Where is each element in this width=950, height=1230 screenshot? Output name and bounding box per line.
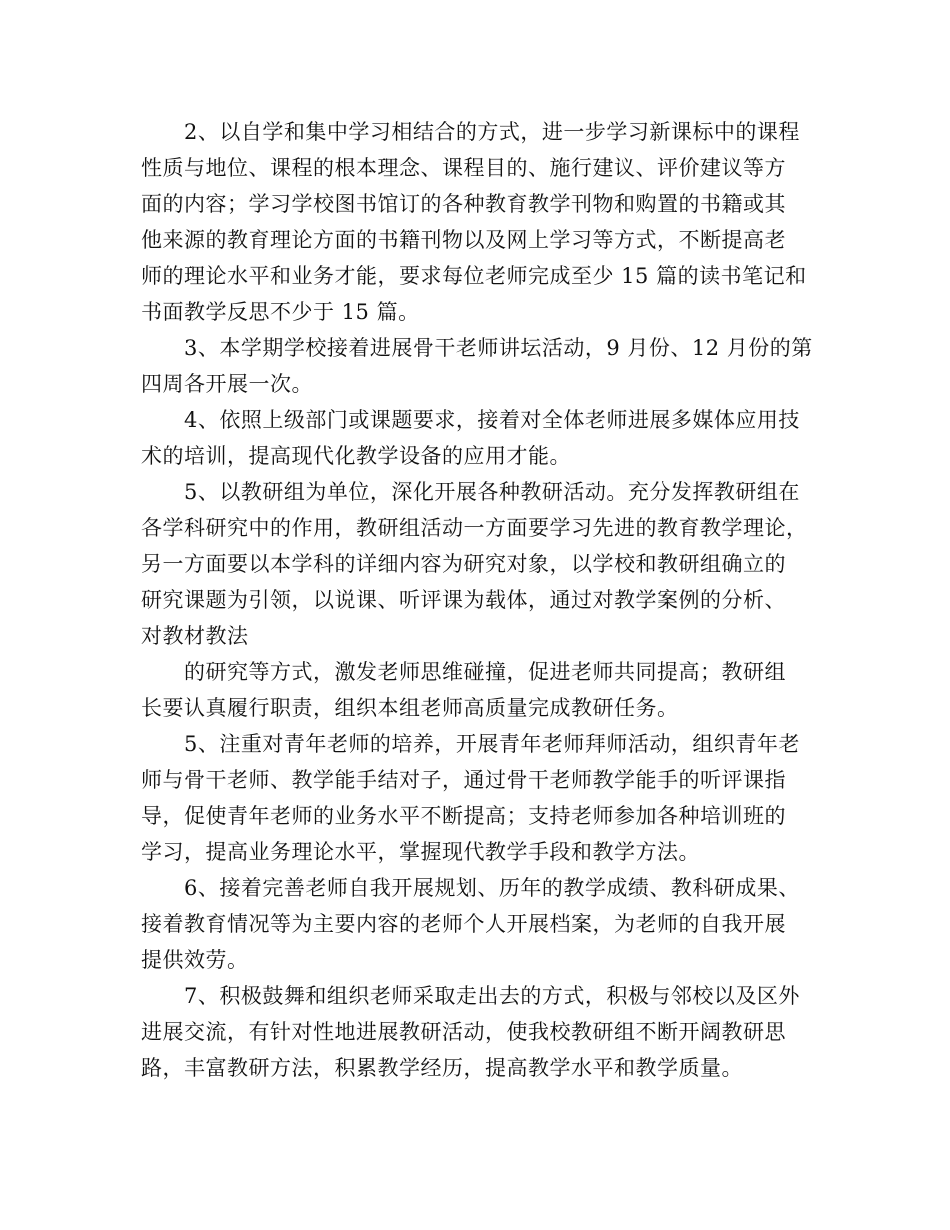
- paragraph-line: 书面教学反思不少于 15 篇。: [141, 300, 420, 324]
- paragraph-line: 5、注重对青年老师的培养，开展青年老师拜师活动，组织青年老: [184, 732, 800, 756]
- paragraph-line: 性质与地位、课程的根本理念、课程目的、施行建议、评价建议等方: [141, 156, 786, 180]
- paragraph-line: 6、接着完善老师自我开展规划、历年的教学成绩、教科研成果、: [184, 876, 800, 900]
- paragraph-line: 路，丰富教研方法，积累教学经历，提高教学水平和教学质量。: [141, 1056, 743, 1080]
- paragraph-line: 面的内容；学习学校图书馆订的各种教育教学刊物和购置的书籍或其: [141, 192, 786, 216]
- paragraph-line: 导，促使青年老师的业务水平不断提高；支持老师参加各种培训班的: [141, 804, 786, 828]
- paragraph-line: 4、依照上级部门或课题要求，接着对全体老师进展多媒体应用技: [184, 408, 800, 432]
- paragraph-line: 学习，提高业务理论水平，掌握现代教学手段和教学方法。: [141, 840, 700, 864]
- paragraph-line: 师的理论水平和业务才能，要求每位老师完成至少 15 篇的读书笔记和: [141, 264, 807, 288]
- paragraph-line: 3、本学期学校接着进展骨干老师讲坛活动，9 月份、12 月份的第: [184, 336, 813, 360]
- paragraph-line: 2、以自学和集中学习相结合的方式，进一步学习新课标中的课程: [184, 120, 800, 144]
- paragraph-line: 另一方面要以本学科的详细内容为研究对象，以学校和教研组确立的: [141, 552, 786, 576]
- paragraph-line: 他来源的教育理论方面的书籍刊物以及网上学习等方式，不断提高老: [141, 228, 786, 252]
- paragraph-line: 各学科研究中的作用，教研组活动一方面要学习先进的教育教学理论，: [141, 516, 808, 540]
- paragraph-line: 术的培训，提高现代化教学设备的应用才能。: [141, 444, 571, 468]
- paragraph-line: 的研究等方式，激发老师思维碰撞，促进老师共同提高；教研组: [184, 660, 786, 684]
- paragraph-line: 接着教育情况等为主要内容的老师个人开展档案，为老师的自我开展: [141, 912, 786, 936]
- paragraph-line: 进展交流，有针对性地进展教研活动，使我校教研组不断开阔教研思: [141, 1020, 786, 1044]
- paragraph-line: 师与骨干老师、教学能手结对子，通过骨干老师教学能手的听评课指: [141, 768, 786, 792]
- paragraph-line: 5、以教研组为单位，深化开展各种教研活动。充分发挥教研组在: [184, 480, 800, 504]
- paragraph-line: 研究课题为引领，以说课、听评课为载体，通过对教学案例的分析、: [141, 588, 786, 612]
- paragraph-line: 四周各开展一次。: [141, 372, 313, 396]
- paragraph-line: 对教材教法: [141, 624, 249, 648]
- paragraph-line: 长要认真履行职责，组织本组老师高质量完成教研任务。: [141, 696, 679, 720]
- paragraph-line: 提供效劳。: [141, 948, 249, 972]
- paragraph-line: 7、积极鼓舞和组织老师采取走出去的方式，积极与邻校以及区外: [184, 984, 800, 1008]
